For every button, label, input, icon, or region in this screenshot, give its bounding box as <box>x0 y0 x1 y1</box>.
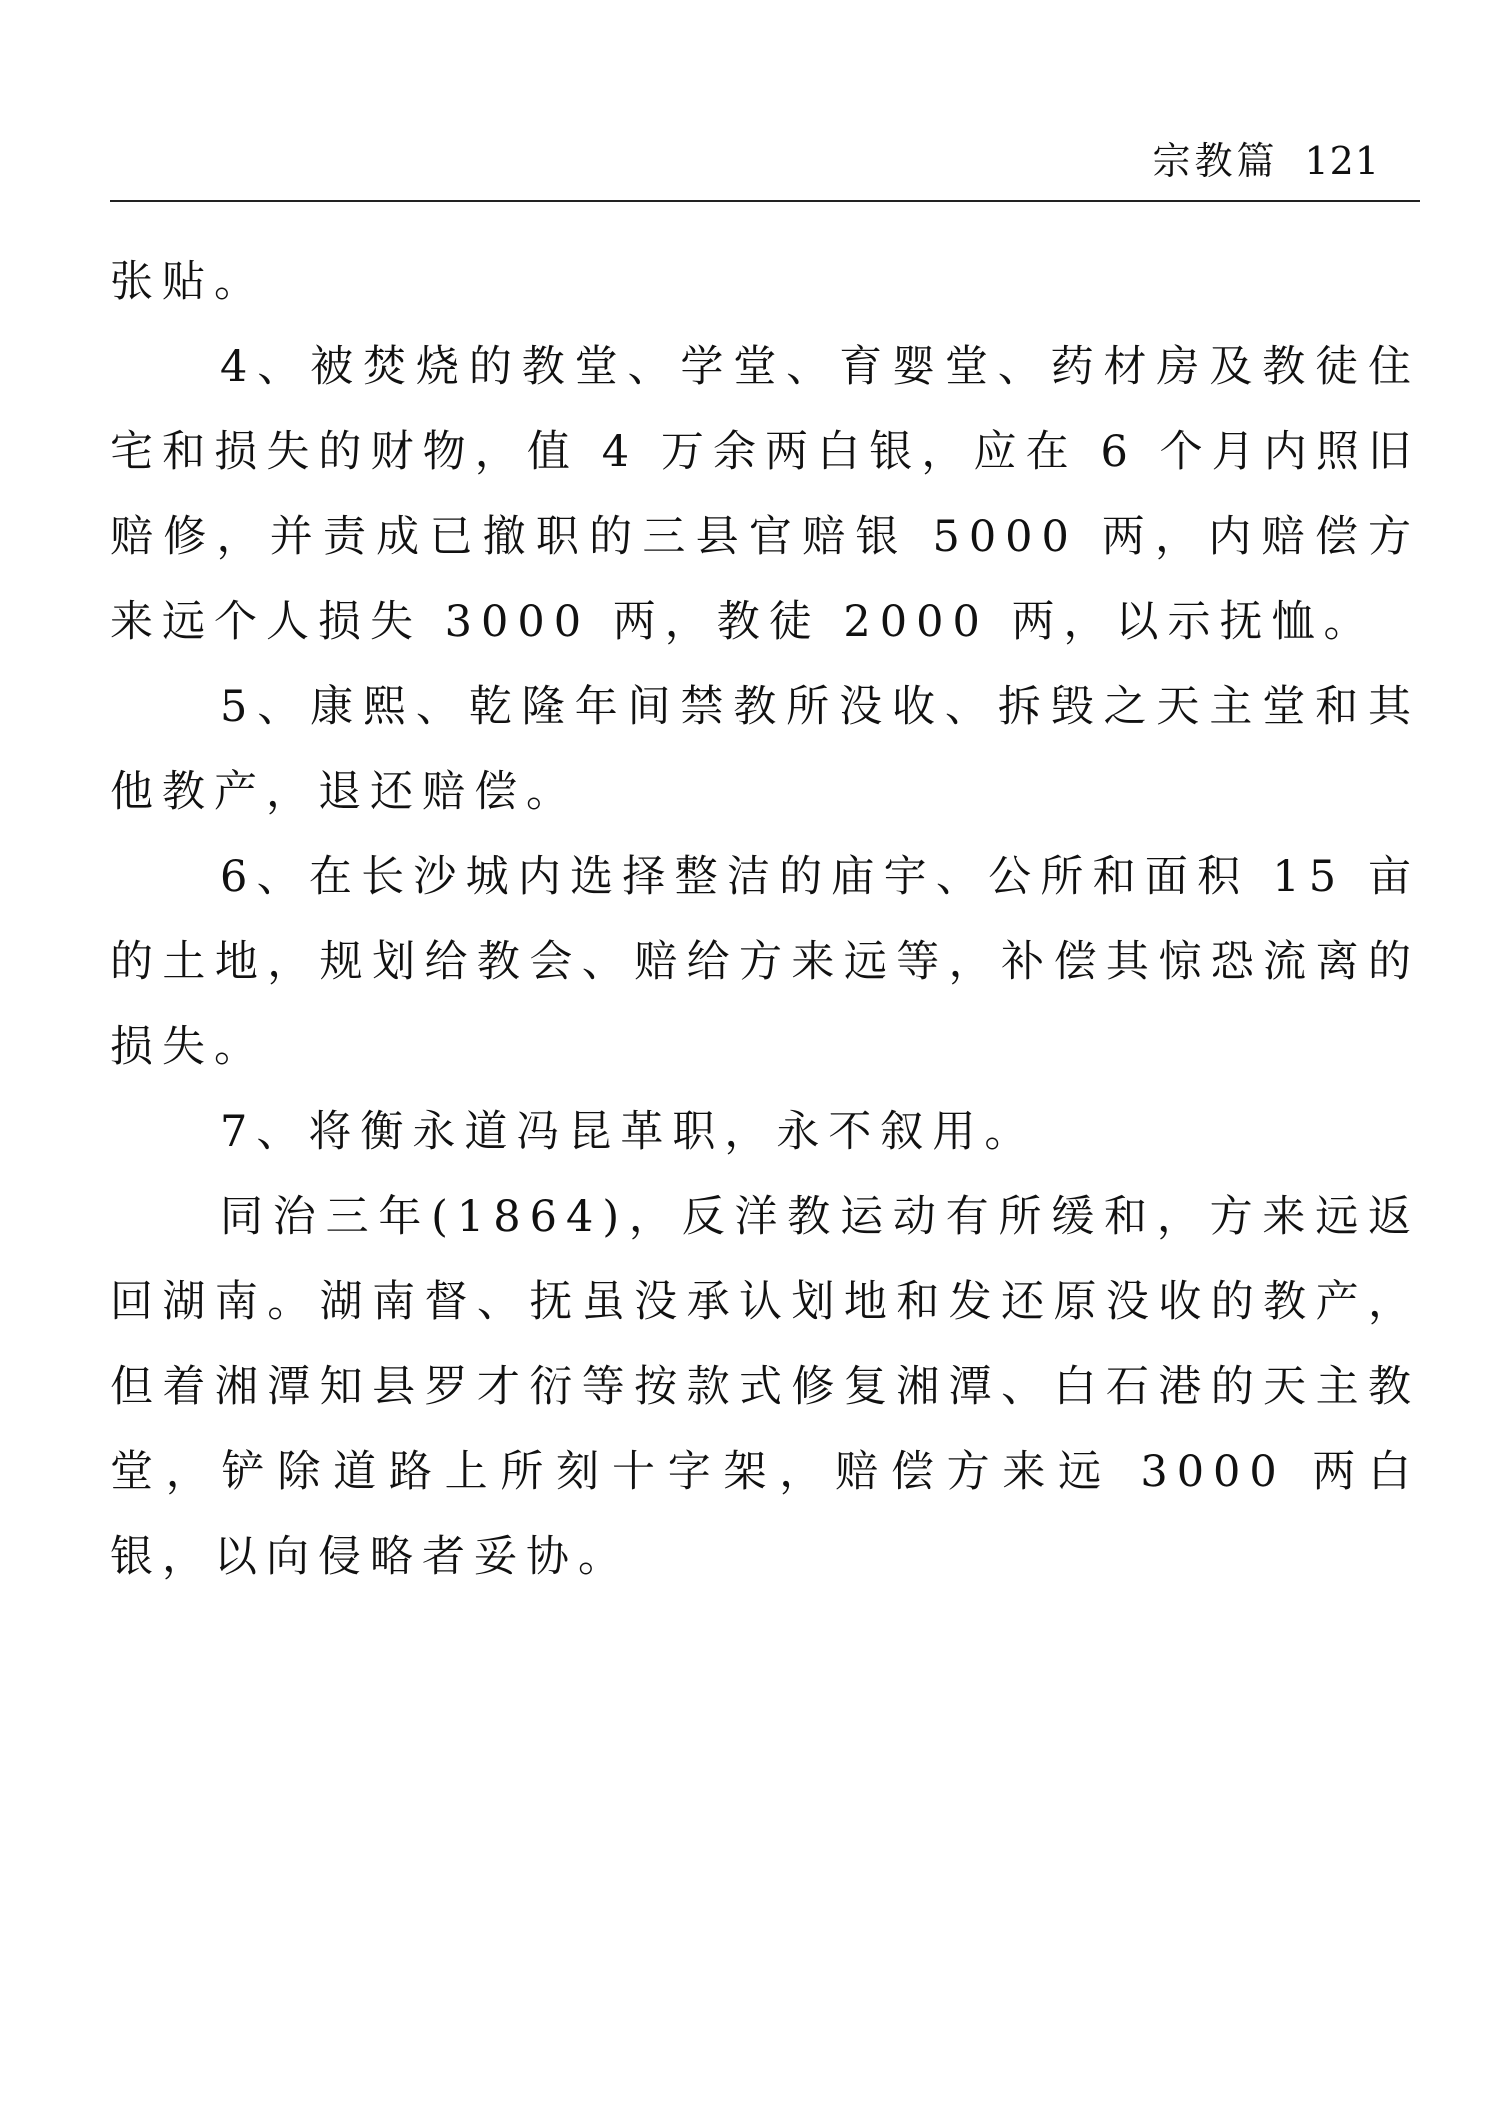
paragraph-continuation: 张贴。 <box>110 257 266 307</box>
page-number: 121 <box>1304 139 1380 183</box>
paragraph-item-4: 4、被焚烧的教堂、学堂、育婴堂、药材房及教徒住宅和损失的财物，值 4 万余两白银，应在 6 个月内照旧赔修，并责成已撤职的三县官赔银 5000 两，内赔偿方来远个人损失 3000 两，教徒 2000 两，以示抚恤。 <box>110 342 1420 647</box>
body-text <box>110 240 1420 1600</box>
running-head <box>1152 130 1380 185</box>
paragraph-tongzhi: 同治三年(1864)，反洋教运动有所缓和，方来远返回湖南。湖南督、抚虽没承认划地和发还原没收的教产，但着湘潭知县罗才衍等按款式修复湘潭、白石港的天主教堂，铲除道路上所刻十字架，赔偿方来远 3000 两白银，以向侵略者妥协。 <box>110 1192 1420 1582</box>
paragraph-item-5: 5、康熙、乾隆年间禁教所没收、拆毁之天主堂和其他教产，退还赔偿。 <box>110 682 1420 817</box>
paragraph-item-6: 6、在长沙城内选择整洁的庙宇、公所和面积 15 亩的土地，规划给教会、赔给方来远等，补偿其惊恐流离的损失。 <box>110 852 1420 1072</box>
paragraph-item-7: 7、将衡永道冯昆革职，永不叙用。 <box>220 1107 1037 1157</box>
page-header <box>110 120 1420 202</box>
section-title: 宗教篇 <box>1152 139 1279 183</box>
